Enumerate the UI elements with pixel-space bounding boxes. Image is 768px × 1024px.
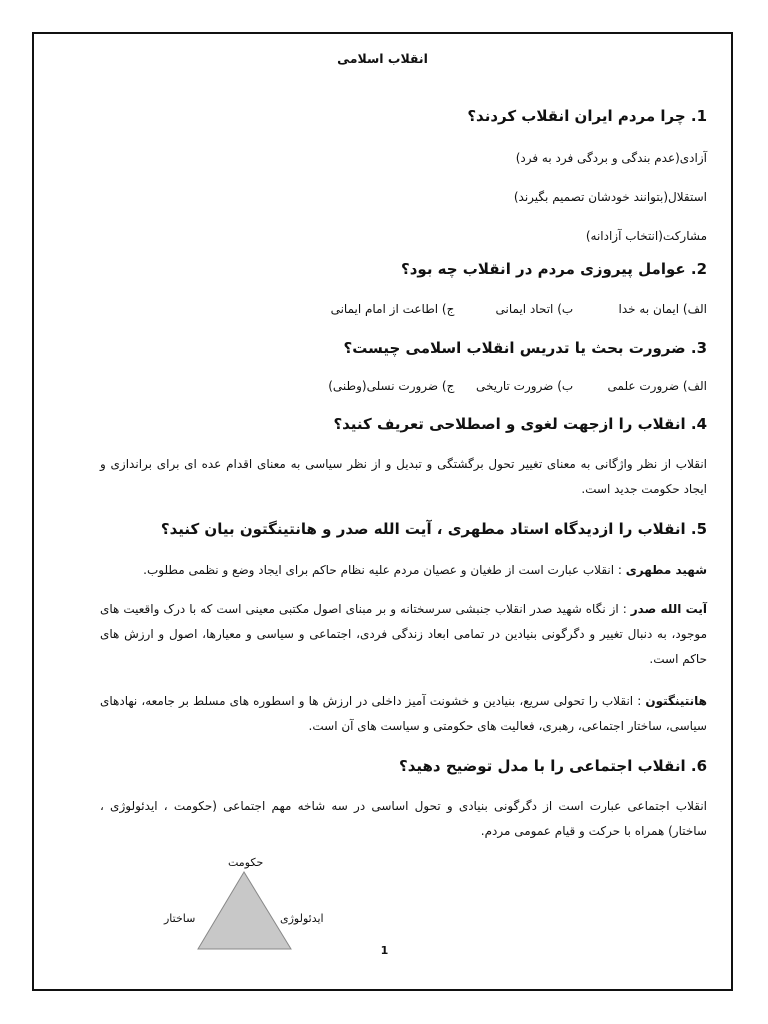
- triangle-shape: [198, 872, 291, 949]
- q1-answer-3: مشارکت(انتخاب آزادانه): [585, 229, 707, 243]
- question-3: 3. ضرورت بحث یا تدریس انقلاب اسلامی چیست؟: [343, 339, 707, 357]
- diagram-label-ideology: ایدئولوژی: [280, 912, 324, 925]
- q5-text-sadr: : از نگاه شهید صدر انقلاب جنبشی سرسختانه و بر مبنای اصول مکتبی معینی است که با درک واقعیت های موجود، به دنبال تغییر و دگرگونی بنیادین در تمامی ابعاد زندگی فردی، اجتماعی و سیاسی و معیارها، اصول و ارزش های حاکم است.: [100, 602, 707, 666]
- q5-text-motahari: : انقلاب عبارت است از طغیان و عصیان مردم علیه نظام حاکم برای ایجاد وضع و نظمی مطلوب.: [143, 563, 626, 577]
- q6-answer: انقلاب اجتماعی عبارت است از دگرگونی بنیادی و تحول اساسی در سه شاخه مهم اجتماعی (حکومت ، ایدئولوژی ، ساختار) همراه با حرکت و قیام عمومی مردم.: [100, 799, 707, 838]
- q5-item-motahari: [100, 558, 707, 583]
- page-number: 1: [380, 944, 389, 957]
- q2-option-a: الف) ایمان به خدا: [618, 302, 707, 316]
- q1-answer-1: آزادی(عدم بندگی و بردگی فرد به فرد): [515, 151, 707, 165]
- q1-answer-2: استقلال(بتوانند خودشان تصمیم بگیرند): [513, 190, 707, 204]
- q3-option-a: الف) ضرورت علمی: [607, 379, 707, 393]
- q2-options: [331, 302, 707, 316]
- question-4: 4. انقلاب را ازجهت لغوی و اصطلاحی تعریف کنید؟: [333, 415, 707, 433]
- diagram-label-structure: ساختار: [164, 912, 196, 925]
- q3-option-c: ج) ضرورت نسلی(وطنی): [328, 379, 455, 393]
- document-page: [32, 32, 733, 991]
- page-content: [34, 34, 731, 989]
- question-6: 6. انقلاب اجتماعی را با مدل توضیح دهید؟: [399, 757, 707, 775]
- q4-answer: انقلاب از نظر واژگانی به معنای تغییر تحول برگشتگی و تبدیل و از نظر سیاسی به معنای اقدام عده ای برای براندازی و ایجاد حکومت جدید است.: [100, 457, 707, 496]
- q5-item-huntington: [100, 689, 707, 739]
- q3-options: [328, 379, 707, 393]
- q2-option-b: ب) اتحاد ایمانی: [495, 302, 574, 316]
- question-5: 5. انقلاب را ازدیدگاه استاد مطهری ، آیت الله صدر و هانتینگتون بیان کنید؟: [160, 520, 707, 538]
- q5-item-sadr: [100, 597, 707, 672]
- q3-option-b: ب) ضرورت تاریخی: [475, 379, 574, 393]
- q5-text-huntington: : انقلاب را تحولی سریع، بنیادین و خشونت آمیز داخلی در ارزش ها و اسطوره های مسلط بر جامعه، نهادهای سیاسی، ساختار اجتماعی، رهبری، فعالیت های حکومتی و سیاست های آن است.: [100, 694, 707, 733]
- diagram-label-government: حکومت: [228, 856, 264, 869]
- question-2: 2. عوامل پیروزی مردم در انقلاب چه بود؟: [401, 260, 707, 278]
- q5-name-huntington: هانتینگتون: [645, 694, 707, 708]
- q5-name-motahari: شهید مطهری: [625, 563, 707, 577]
- question-1: 1. چرا مردم ایران انقلاب کردند؟: [467, 107, 707, 125]
- q5-name-sadr: آیت الله صدر: [630, 602, 707, 616]
- document-title: انقلاب اسلامی: [337, 51, 428, 66]
- q2-option-c: ج) اطاعت از امام ایمانی: [330, 302, 455, 316]
